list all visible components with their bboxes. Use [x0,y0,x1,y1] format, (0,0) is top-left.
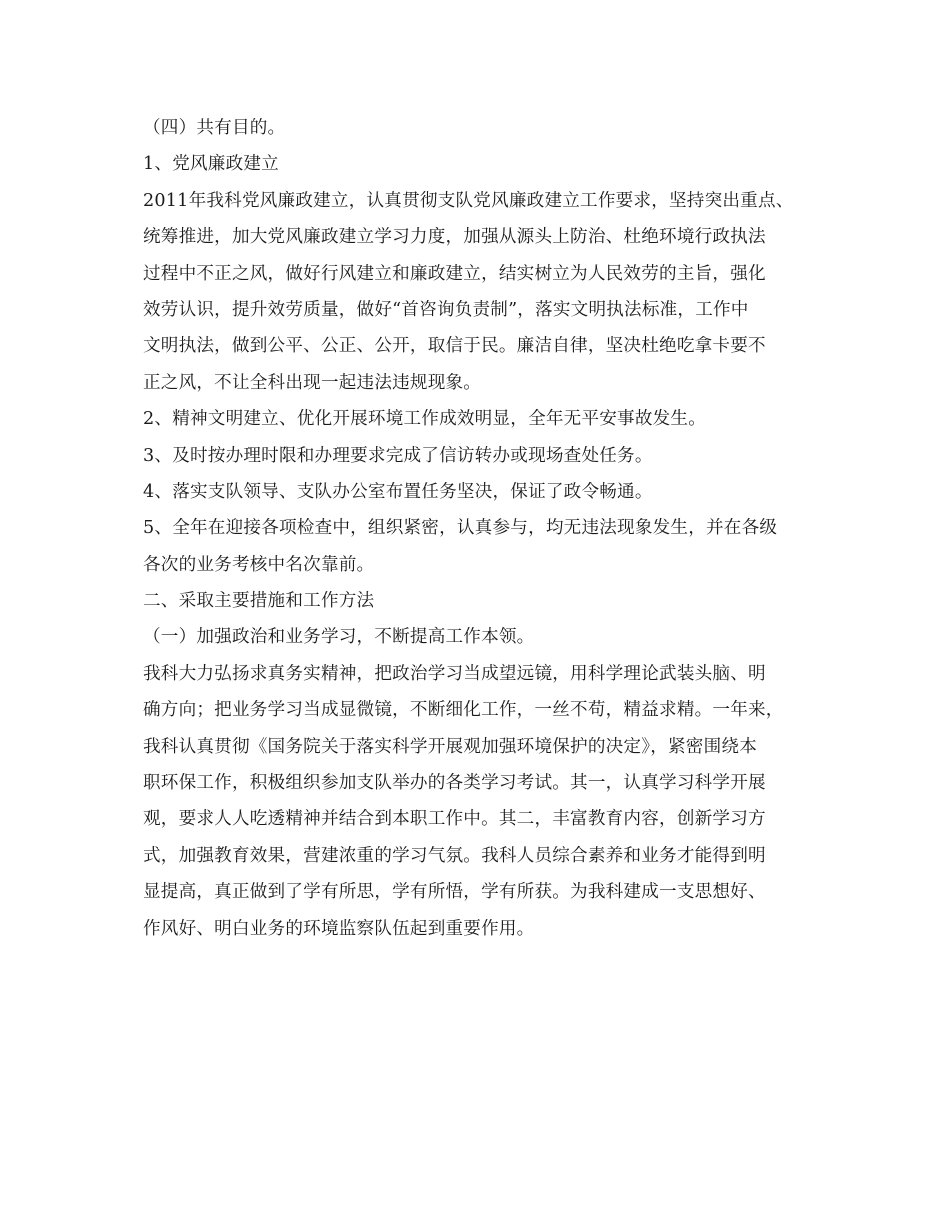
paragraph-line: 我科认真贯彻《国务院关于落实科学开展观加强环境保护的决定》，紧密围绕本 [143,736,757,757]
heading-shared-goal: （四）共有目的。 [143,118,286,138]
paragraph-line: 效劳认识，提升效劳质量，做好“首咨询负责制”，落实文明执法标准，工作中 [143,299,749,320]
paragraph-line: 正之风，不让全科出现一起违法违规现象。 [143,372,482,393]
list-item-3: 3、及时按办理时限和办理要求完成了信访转办或现场查处任务。 [143,445,653,466]
section-heading-measures: 二、采取主要措施和工作方法 [143,591,375,612]
paragraph-line: 职环保工作，积极组织参加支队举办的各类学习考试。其一，认真学习科学开展 [143,773,766,794]
list-item-2: 2、精神文明建立、优化开展环境工作成效明显，全年无平安事故发生。 [143,409,707,430]
paragraph-line: 观，要求人人吃透精神并结合到本职工作中。其二，丰富教育内容，创新学习方 [143,809,766,830]
paragraph-line: 作风好、明白业务的环境监察队伍起到重要作用。 [143,918,535,939]
list-item-5: 5、全年在迎接各项检查中，组织紧密，认真参与，均无违法现象发生，并在各级 [143,518,778,539]
document-body [143,110,815,947]
paragraph-line: 统筹推进，加大党风廉政建立学习力度，加强从源头上防治、杜绝环境行政执法 [143,227,766,248]
heading-party-conduct: 1、党风廉政建立 [143,154,279,175]
paragraph-line: 2011年我科党风廉政建立，认真贯彻支队党风廉政建立工作要求，坚持突出重点、 [143,190,794,211]
paragraph-line: 文明执法，做到公平、公正、公开，取信于民。廉洁自律，坚决杜绝吃拿卡要不 [143,336,766,357]
paragraph-line: 过程中不正之风，做好行风建立和廉政建立，结实树立为人民效劳的主旨，强化 [143,263,766,284]
paragraph-line: 显提高，真正做到了学有所思，学有所悟，学有所获。为我科建成一支思想好、 [143,882,766,903]
paragraph-line: 我科大力弘扬求真务实精神，把政治学习当成望远镜，用科学理论武装头脑、明 [143,663,766,684]
list-item-5-continued: 各次的业务考核中名次靠前。 [143,554,375,575]
list-item-4: 4、落实支队领导、支队办公室布置任务坚决，保证了政令畅通。 [143,481,653,502]
paragraph-line: 确方向；把业务学习当成显微镜，不断细化工作，一丝不苟，精益求精。一年来， [143,700,784,721]
paragraph-line: 式，加强教育效果，营建浓重的学习气氛。我科人员综合素养和业务才能得到明 [143,845,766,866]
subheading-study: （一）加强政治和业务学习，不断提高工作本领。 [143,627,535,648]
